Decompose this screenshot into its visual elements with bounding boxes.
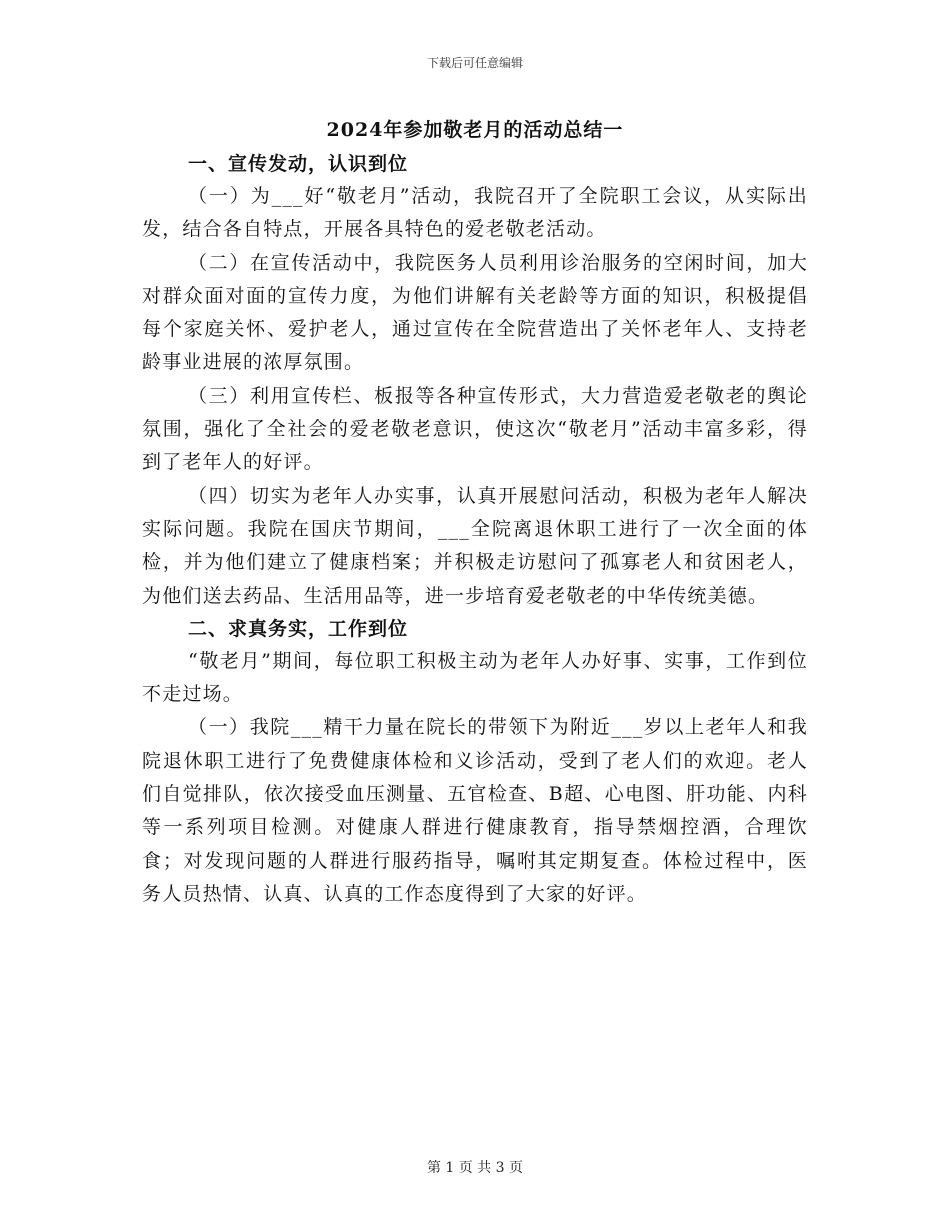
page-number: 第 1 页 共 3 页 bbox=[426, 1160, 524, 1176]
paragraph: （一）我院___精干力量在院长的带领下为附近___岁以上老年人和我院退休职工进行了免费健康体检和义诊活动，受到了老人们的欢迎。老人们自觉排队，依次接受血压测量、五官检查、B超、心电图、肝功能、内科等一系列项目检测。对健康人群进行健康教育，指导禁烟控酒，合理饮食；对发现问题的人群进行服药指导，嘱咐其定期复查。体检过程中，医务人员热情、认真、认真的工作态度得到了大家的好评。 bbox=[142, 716, 808, 905]
paragraph: “敬老月”期间，每位职工积极主动为老年人办好事、实事，工作到位不走过场。 bbox=[142, 649, 808, 706]
paragraph: （四）切实为老年人办实事，认真开展慰问活动，积极为老年人解决实际问题。我院在国庆节期间，___全院离退休职工进行了一次全面的体检，并为他们建立了健康档案；并积极走访慰问了孤寡老人和贫困老人，为他们送去药品、生活用品等，进一步培育爱老敬老的中华传统美德。 bbox=[142, 484, 808, 607]
section-heading: 一、宣传发动，认识到位 bbox=[188, 153, 409, 175]
paragraph: （三）利用宣传栏、板报等各种宣传形式，大力营造爱老敬老的舆论氛围，强化了全社会的爱老敬老意识，使这次“敬老月”活动丰富多彩，得到了老年人的好评。 bbox=[142, 384, 808, 474]
paragraph: （一）为___好“敬老月”活动，我院召开了全院职工会议，从实际出发，结合各自特点，开展各具特色的爱老敬老活动。 bbox=[142, 185, 808, 241]
document-body bbox=[142, 148, 808, 911]
header-note: 下载后可任意编辑 bbox=[426, 56, 523, 70]
section-heading: 二、求真务实，工作到位 bbox=[188, 617, 409, 640]
document-title: 2024年参加敬老月的活动总结一 bbox=[326, 119, 624, 141]
section-practical-work bbox=[142, 613, 808, 911]
paragraph: （二）在宣传活动中，我院医务人员利用诊治服务的空闲时间，加大对群众面对面的宣传力度，为他们讲解有关老龄等方面的知识，积极提倡每个家庭关怀、爱护老人，通过宣传在全院营造出了关怀老年人、支持老龄事业进展的浓厚氛围。 bbox=[142, 251, 808, 374]
section-publicity bbox=[142, 148, 808, 613]
